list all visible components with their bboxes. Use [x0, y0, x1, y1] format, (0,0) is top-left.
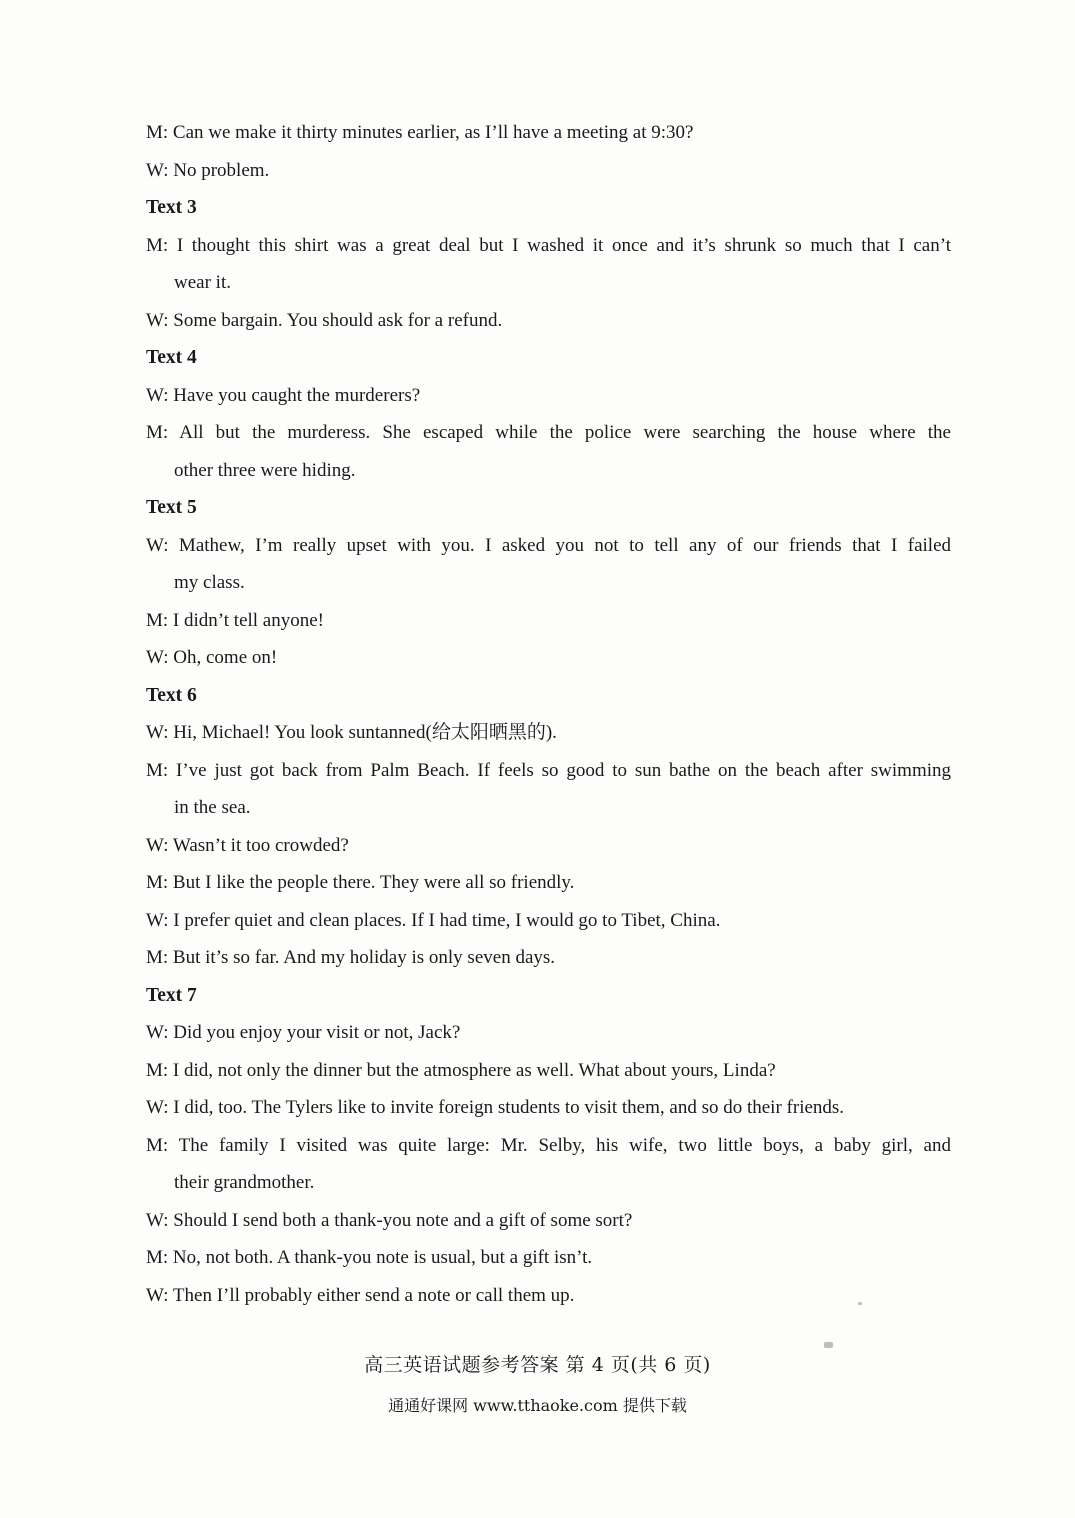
dialogue-line: M: I thought this shirt was a great deal but I washed it once and it’s shrunk so much that I can’t	[146, 234, 951, 256]
dialogue-line: W: Then I’ll probably either send a note or call them up.	[146, 1284, 575, 1306]
dialogue-line-continuation: other three were hiding.	[174, 459, 356, 481]
dialogue-line: M: But it’s so far. And my holiday is only seven days.	[146, 947, 556, 968]
download-source-note: 通通好课网 www.tthaoke.com 提供下载	[388, 1396, 687, 1415]
dialogue-line-continuation: in the sea.	[174, 797, 251, 818]
dialogue-line: M: All but the murderess. She escaped while the police were searching the house where the	[146, 422, 951, 443]
dialogue-line-continuation: their grandmother.	[174, 1172, 315, 1193]
dialogue-line-continuation: my class.	[174, 572, 245, 593]
scan-speck	[858, 1302, 862, 1305]
dialogue-line: M: The family I visited was quite large: Mr. Selby, his wife, two little boys, a baby girl, and	[146, 1134, 951, 1156]
section-heading: Text 3	[146, 197, 197, 218]
dialogue-line: W: Some bargain. You should ask for a refund.	[146, 309, 503, 331]
dialogue-line: W: Have you caught the murderers?	[146, 384, 421, 406]
dialogue-line: M: No, not both. A thank-you note is usual, but a gift isn’t.	[146, 1247, 593, 1268]
dialogue-line: W: Wasn’t it too crowded?	[146, 834, 349, 856]
dialogue-line: W: I prefer quiet and clean places. If I had time, I would go to Tibet, China.	[146, 909, 721, 931]
section-heading: Text 4	[146, 347, 197, 368]
dialogue-line: W: Did you enjoy your visit or not, Jack?	[146, 1022, 461, 1043]
dialogue-line: M: I didn’t tell anyone!	[146, 609, 325, 631]
dialogue-line: M: But I like the people there. They were all so friendly.	[146, 872, 575, 893]
dialogue-line: W: Oh, come on!	[146, 647, 278, 668]
dialogue-line: W: No problem.	[146, 159, 270, 181]
dialogue-line: W: I did, too. The Tylers like to invite foreign students to visit them, and so do their friends.	[146, 1097, 845, 1118]
page-footer-title: 高三英语试题参考答案 第 4 页(共 6 页)	[364, 1354, 711, 1376]
section-heading: Text 5	[146, 497, 197, 518]
section-heading: Text 6	[146, 684, 197, 706]
section-heading: Text 7	[146, 984, 197, 1006]
dialogue-line: W: Hi, Michael! You look suntanned(给太阳晒黑的).	[146, 722, 557, 743]
transcript-body	[146, 114, 951, 1314]
dialogue-line-continuation: wear it.	[174, 272, 231, 293]
dialogue-line: M: I did, not only the dinner but the atmosphere as well. What about yours, Linda?	[146, 1059, 776, 1081]
scan-speck	[824, 1342, 833, 1348]
dialogue-line: M: I’ve just got back from Palm Beach. If feels so good to sun bathe on the beach after swimming	[146, 759, 951, 781]
dialogue-line: W: Should I send both a thank-you note and a gift of some sort?	[146, 1209, 633, 1231]
dialogue-line: W: Mathew, I’m really upset with you. I asked you not to tell any of our friends that I failed	[146, 534, 951, 556]
dialogue-line: M: Can we make it thirty minutes earlier, as I’ll have a meeting at 9:30?	[146, 122, 694, 143]
